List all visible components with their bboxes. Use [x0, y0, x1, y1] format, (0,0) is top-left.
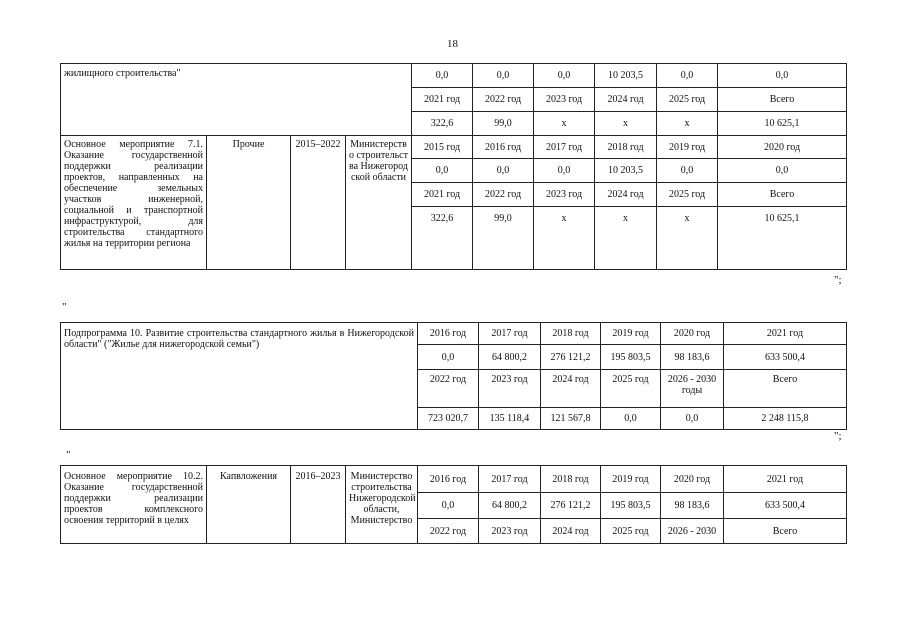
row-label: жилищного строительства" [61, 64, 412, 136]
value-cell: х [534, 207, 595, 270]
year-header: 2021 год [412, 183, 473, 207]
value-cell: 135 118,4 [479, 408, 541, 430]
value-cell: 633 500,4 [724, 345, 847, 370]
value-cell: 0,0 [661, 408, 724, 430]
value-cell: х [595, 112, 657, 136]
year-header: 2016 год [473, 136, 534, 159]
opening-quote: " [62, 301, 67, 313]
value-cell: 723 020,7 [418, 408, 479, 430]
measure-name: Основное мероприятие 7.1. Оказание государственной поддержки реализации проектов, направленных на обеспечение земельных участков инженерной, социальной и транспортной инфраструктурой, для строительства стандартного жилья на территории региона [61, 136, 207, 270]
value-cell: 0,0 [534, 159, 595, 183]
value-cell: 0,0 [601, 408, 661, 430]
year-header: 2021 год [412, 88, 473, 112]
year-header: 2023 год [479, 370, 541, 408]
year-header: 2016 год [418, 466, 479, 493]
value-cell: 322,6 [412, 112, 473, 136]
year-header: 2024 год [595, 183, 657, 207]
measure-category: Капвложения [207, 466, 291, 544]
value-cell: 64 800,2 [479, 345, 541, 370]
value-cell: 0,0 [534, 64, 595, 88]
year-header: 2016 год [418, 323, 479, 345]
year-header: 2019 год [657, 136, 718, 159]
year-header: 2023 год [479, 519, 541, 544]
table-subprogram-10 [60, 322, 847, 430]
measure-name: Основное мероприятие 10.2. Оказание государственной поддержки реализации проектов комплексного освоения территорий в целях [61, 466, 207, 544]
value-cell: 99,0 [473, 112, 534, 136]
year-header: 2019 год [601, 323, 661, 345]
year-header: 2020 год [661, 466, 724, 493]
year-header: 2020 год [661, 323, 724, 345]
year-header: 2017 год [479, 466, 541, 493]
year-header: 2022 год [418, 370, 479, 408]
value-cell: 195 803,5 [601, 493, 661, 519]
value-cell: 121 567,8 [541, 408, 601, 430]
year-header: 2018 год [595, 136, 657, 159]
value-cell: 10 203,5 [595, 159, 657, 183]
value-cell: х [534, 112, 595, 136]
value-cell: 0,0 [657, 159, 718, 183]
year-header: 2025 год [657, 88, 718, 112]
year-header: 2018 год [541, 466, 601, 493]
value-cell: 0,0 [473, 159, 534, 183]
year-header: 2024 год [595, 88, 657, 112]
value-cell: 99,0 [473, 207, 534, 270]
year-header: 2015 год [412, 136, 473, 159]
year-header: Всего [724, 519, 847, 544]
value-cell: х [595, 207, 657, 270]
measure-period: 2015–2022 [291, 136, 346, 270]
value-cell: 276 121,2 [541, 493, 601, 519]
year-header: 2018 год [541, 323, 601, 345]
table-measure-10-2 [60, 465, 847, 544]
value-cell: 0,0 [473, 64, 534, 88]
value-cell: 10 625,1 [718, 207, 847, 270]
year-header: 2022 год [418, 519, 479, 544]
year-header: 2019 год [601, 466, 661, 493]
value-cell: 322,6 [412, 207, 473, 270]
table-row [61, 64, 847, 88]
page-number: 18 [447, 38, 458, 50]
value-cell: х [657, 112, 718, 136]
value-cell: 64 800,2 [479, 493, 541, 519]
year-header: 2017 год [534, 136, 595, 159]
year-header: 2026 - 2030 [661, 519, 724, 544]
value-cell: 0,0 [412, 159, 473, 183]
year-header: 2025 год [657, 183, 718, 207]
year-header: 2025 год [601, 519, 661, 544]
value-cell: 0,0 [412, 64, 473, 88]
value-cell: 10 625,1 [718, 112, 847, 136]
year-header: 2022 год [473, 88, 534, 112]
value-cell: 0,0 [657, 64, 718, 88]
value-cell: 2 248 115,8 [724, 408, 847, 430]
closing-quote: "; [834, 274, 842, 286]
measure-period: 2016–2023 [291, 466, 346, 544]
measure-executor: Министерство строительства Нижегородской области [346, 136, 412, 270]
value-cell: 276 121,2 [541, 345, 601, 370]
table-row [61, 136, 847, 159]
year-header: 2024 год [541, 519, 601, 544]
value-cell: 195 803,5 [601, 345, 661, 370]
year-header: Всего [718, 183, 847, 207]
table-measure-7-1 [60, 63, 847, 270]
value-cell: х [657, 207, 718, 270]
value-cell: 0,0 [418, 493, 479, 519]
table-row [61, 323, 847, 345]
year-header: 2024 год [541, 370, 601, 408]
value-cell: 98 183,6 [661, 345, 724, 370]
value-cell: 10 203,5 [595, 64, 657, 88]
value-cell: 633 500,4 [724, 493, 847, 519]
year-header: 2022 год [473, 183, 534, 207]
value-cell: 0,0 [418, 345, 479, 370]
subprogram-name: Подпрограмма 10. Развитие строительства стандартного жилья в Нижегородской области" ("Жилье для нижегородской семьи") [61, 323, 418, 430]
year-header: 2026 - 2030 годы [661, 370, 724, 408]
year-header: 2025 год [601, 370, 661, 408]
closing-quote-2: "; [834, 430, 842, 442]
year-header: 2020 год [718, 136, 847, 159]
year-header: 2017 год [479, 323, 541, 345]
table-row [61, 466, 847, 493]
year-header: 2023 год [534, 88, 595, 112]
value-cell: 0,0 [718, 64, 847, 88]
year-header: 2021 год [724, 466, 847, 493]
measure-category: Прочие [207, 136, 291, 270]
year-header: 2021 год [724, 323, 847, 345]
year-header: Всего [724, 370, 847, 408]
year-header: Всего [718, 88, 847, 112]
opening-quote-2: " [66, 449, 71, 461]
value-cell: 0,0 [718, 159, 847, 183]
measure-executor: Министерство строительства Нижегородской области, Министерство [346, 466, 418, 544]
year-header: 2023 год [534, 183, 595, 207]
value-cell: 98 183,6 [661, 493, 724, 519]
